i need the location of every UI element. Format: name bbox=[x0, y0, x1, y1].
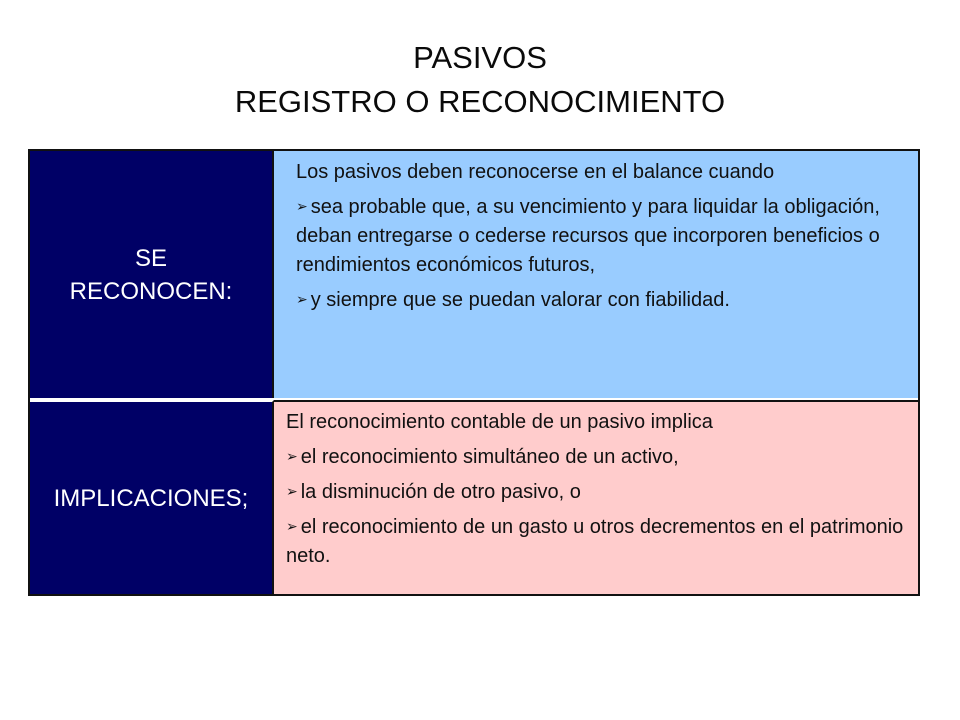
list-item bbox=[286, 478, 908, 507]
list-item bbox=[296, 193, 908, 280]
arrowhead-right-icon: ➢ bbox=[286, 448, 298, 464]
list-item bbox=[286, 513, 908, 571]
bullet-text: la disminución de otro pasivo, o bbox=[300, 481, 581, 503]
list-item bbox=[296, 286, 908, 315]
slide-title bbox=[0, 36, 960, 124]
table-row-recognition bbox=[30, 151, 918, 398]
arrowhead-right-icon: ➢ bbox=[296, 291, 308, 307]
row-content-implications bbox=[274, 400, 918, 594]
list-item bbox=[286, 443, 908, 472]
title-line-2: REGISTRO O RECONOCIMIENTO bbox=[234, 84, 726, 119]
row-content-recognition bbox=[274, 151, 918, 398]
content-table bbox=[28, 149, 920, 596]
row-intro: El reconocimiento contable de un pasivo implica bbox=[286, 411, 713, 433]
bullet-text: el reconocimiento de un gasto u otros decrementos en el patrimonio neto. bbox=[286, 516, 904, 567]
bullet-text: el reconocimiento simultáneo de un activo, bbox=[300, 446, 679, 468]
arrowhead-right-icon: ➢ bbox=[296, 198, 308, 214]
row-label-recognition bbox=[30, 151, 274, 398]
arrowhead-right-icon: ➢ bbox=[286, 518, 298, 534]
row-label-implications bbox=[30, 400, 274, 594]
row-label-text: SE RECONOCEN: bbox=[69, 244, 233, 305]
bullet-text: y siempre que se puedan valorar con fiabilidad. bbox=[310, 289, 730, 311]
row-label-text: IMPLICACIONES; bbox=[53, 484, 249, 512]
title-line-1: PASIVOS bbox=[413, 40, 547, 75]
arrowhead-right-icon: ➢ bbox=[286, 483, 298, 499]
bullet-text: sea probable que, a su vencimiento y para liquidar la obligación, deban entregarse o cederse recursos que incorporen beneficios o rendimientos económicos futuros, bbox=[296, 196, 880, 276]
row-intro: Los pasivos deben reconocerse en el balance cuando bbox=[296, 161, 775, 183]
table-row-implications bbox=[30, 400, 918, 594]
